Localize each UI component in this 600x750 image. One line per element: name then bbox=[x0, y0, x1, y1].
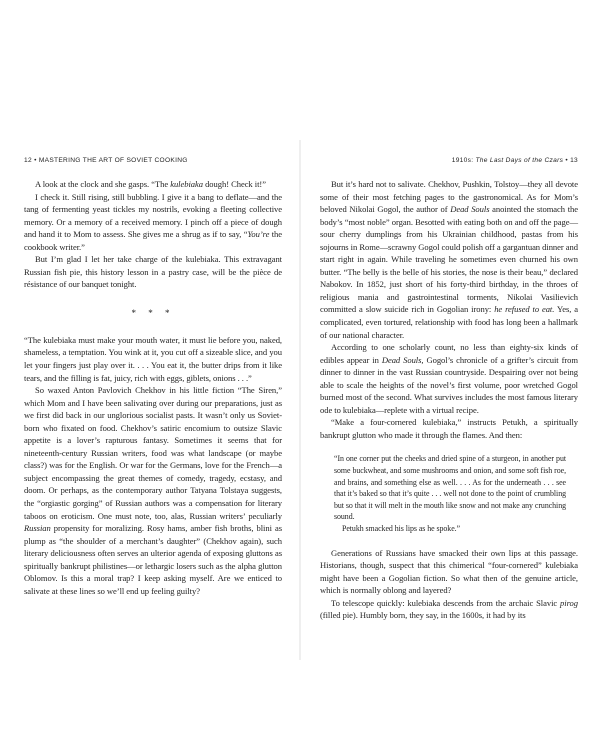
paragraph: A look at the clock and she gasps. “The kulebiaka dough! Check it!” bbox=[35, 179, 266, 189]
paragraph: But it’s hard not to salivate. Chekhov, Pushkin, Tolstoy—they all devote some of their most fetching pages to the gastronomical. As for Mom’s beloved Nikolai Gogol, the author of Dead Souls anointed the stomach the body’s “most noble” organ. Besotted with eating both on and off the page—sour cherry dumplings from his Ukrainian childhood, pastas from his sojourns in Rome—scrawny Gogol could polish off a gargantuan dinner and start right in again. While traveling he sometimes even churned his own butter. “The belly is the belle of his stories, the nose is their beau,” declared Nabokov. In 1852, just short of his forty-third birthday, in the throes of religious mania and gastrointestinal torments, Nikolai Vasilievich committed a slow suicide rich in Gogolian irony: he refused to eat. Yes, a complicated, even tortured, relationship with food has long been a hallmark of our national character. bbox=[320, 179, 579, 340]
paragraph: “The kulebiaka must make your mouth water, it must lie before you, naked, shameless, a temptation. You wink at it, you cut off a sizeable slice, and you let your fingers just play over it. . . . You eat it, the butter drips from it like tears, and the filling is fat, juicy, rich with eggs, giblets, onions . . .” bbox=[24, 334, 282, 383]
paragraph: “Make a four-cornered kulebiaka,” instructs Petukh, a spiritually bankrupt glutton who made it through the flames. And then: bbox=[320, 417, 578, 440]
block-quote bbox=[334, 453, 566, 534]
quote-paragraph: Petukh smacked his lips as he spoke.” bbox=[342, 524, 461, 534]
paragraph: I check it. Still rising, still bubbling. I give it a bang to deflate—and the tang of fermenting yeast tickles my nostrils, evoking a fleeting collective memory. Or a memory of a received memory. I pinch off a piece of dough and hand it to Mom to assess. She gives me a shrug as if to say, “You’re the cookbook writer.” bbox=[24, 191, 282, 252]
left-head-title: MASTERING THE ART OF SOVIET COOKING bbox=[38, 157, 188, 164]
paragraph: According to one scholarly count, no less than eighty-six kinds of edibles appear in Dead Souls, Gogol’s chronicle of a grifter’s circuit from dinner to dinner in the vast Russian countryside. Despairing over not being able to scale the heights of the novel’s first volume, poor wretched Gogol burned most of the second. What survives includes the most famous literary ode to kulebiaka—replete with a virtual recipe. bbox=[320, 342, 578, 415]
left-running-head bbox=[24, 156, 282, 166]
paragraph: Generations of Russians have smacked their own lips at this passage. Historians, though, suspect that this chimerical “four-cornered” kulebiaka might have been a Gogolian fiction. So what then of the genuine article, which is normally oblong and layered? bbox=[320, 547, 578, 596]
right-page-number: 13 bbox=[570, 157, 578, 164]
right-page bbox=[320, 156, 578, 622]
right-head-separator: • bbox=[565, 157, 568, 164]
section-break-ornament: * * * bbox=[131, 307, 175, 318]
paragraph: But I’m glad I let her take charge of the kulebiaka. This extravagant Russian fish pie, this history lesson in a pastry case, will be the pièce de résistance of our banquet tonight. bbox=[24, 254, 282, 290]
quote-paragraph: “In one corner put the cheeks and dried spine of a sturgeon, in another put some buckwheat, and some mushrooms and onion, and some soft fish roe, and brains, and something else as well. . . . As for the underneath . . . see that it’s baked so that it’s quite . . . well not done to the point of crumbling but so that it will melt in the mouth like snow and not make any crunching sound. bbox=[334, 454, 566, 522]
right-running-head bbox=[320, 156, 578, 166]
left-head-separator: • bbox=[34, 157, 37, 164]
right-head-title: 1910s: The Last Days of the Czars bbox=[451, 157, 564, 164]
paragraph: To telescope quickly: kulebiaka descends from the archaic Slavic pirog (filled pie). Humbly born, they say, in the 1600s, it had by its bbox=[320, 597, 578, 621]
right-body-text bbox=[320, 178, 578, 622]
left-body-text bbox=[24, 178, 282, 597]
book-gutter bbox=[299, 140, 301, 660]
left-page-number: 12 bbox=[24, 157, 32, 164]
paragraph: So waxed Anton Pavlovich Chekhov in his little fiction “The Siren,” which Mom and I have been salivating over during our preparations, just as we first did back in our unglorious socialist pasts. It wasn’t only us Soviet-born who fixated on food. Chekhov’s satiric encomium to outsize Slavic appetite is a lover’s rapturous fantasy. Sometimes it seems that for nineteenth-century Russian writers, food was what landscape (or maybe class?) was for the English. Or war for the Germans, love for the French—a subject encompassing the great themes of comedy, tragedy, ecstasy, and doom. Or perhaps, as the contemporary author Tatyana Tolstaya suggests, the “orgiastic gorging” of Russian authors was a compensation for literary taboos on eroticism. One must note, too, alas, Russian writers’ peculiarly Russian propensity for moralizing. Rosy hams, amber fish broths, blini as plump as “the shoulder of a merchant’s daughter” (Chekhov again), such literary deliciousness often serves an ulterior agenda of exposing gluttons as spiritually bankrupt philistines—or lethargic losers such as the alpha glutton Oblomov. Is this a moral trap? I keep asking myself. Are we enticed to salivate at these lines so we’ll end up feeling guilty? bbox=[24, 385, 282, 596]
left-page bbox=[24, 156, 282, 597]
